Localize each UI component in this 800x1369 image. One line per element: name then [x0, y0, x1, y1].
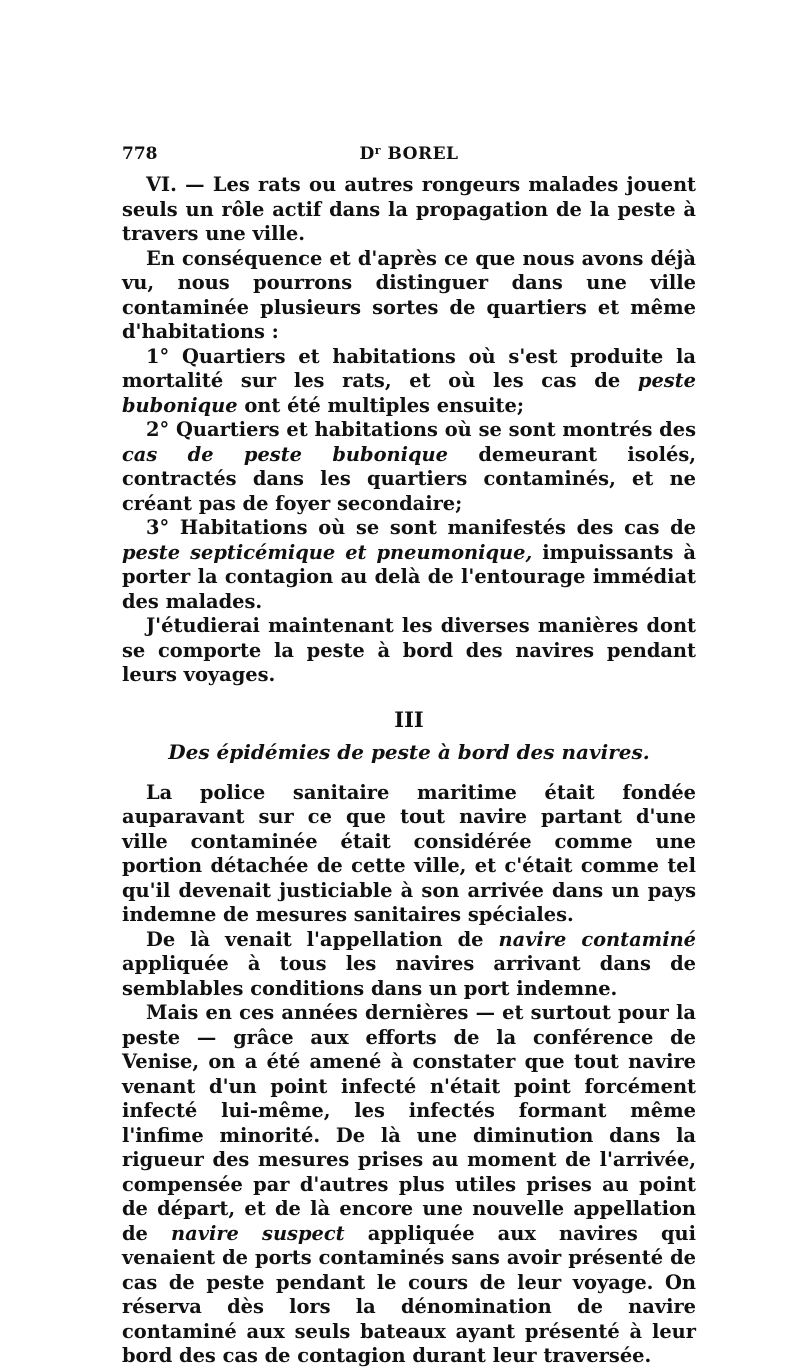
paragraph [122, 1001, 696, 1369]
paragraphs-before [122, 173, 696, 688]
emphasis-text: peste septicémique et pneumonique, [122, 540, 533, 564]
paragraph-text: impuissants à porter la contagion au delà de l'entourage immédiat des malades. [122, 540, 696, 613]
author-sup: r [374, 144, 382, 157]
running-head [122, 144, 696, 164]
paragraph-text: De là venait l'appellation de [146, 927, 499, 951]
paragraph [122, 928, 696, 1002]
author-name: BOREL [387, 144, 459, 164]
paragraph [122, 418, 696, 516]
emphasis-text: navire suspect [171, 1221, 345, 1245]
paragraph-text: 2° Quartiers et habitations où se sont montrés des [146, 418, 696, 441]
paragraph-text: appliquée aux navires qui venaient de ports contaminés sans avoir présenté de cas de peste pendant le cours de leur voyage. On réserva dès lors la dénomination de navire contaminé aux seuls bateaux ayant présenté à leur bord des cas de contagion durant leur traversée. [122, 1221, 696, 1367]
section-title: Des épidémies de peste à bord des navires. [168, 740, 650, 764]
paragraph [122, 247, 696, 345]
paragraph [122, 516, 696, 614]
paragraph [122, 345, 696, 419]
page-number: 778 [122, 144, 158, 164]
emphasis-text: peste bubonique [122, 369, 696, 417]
paragraph-text: demeurant isolés, contractés dans les quartiers contaminés, et ne créant pas de foyer secondaire; [122, 442, 696, 515]
author-prefix: D [359, 144, 375, 164]
paragraph-text: Mais en ces années dernières — et surtout pour la peste — grâce aux efforts de la conférence de Venise, on a été amené à constater que tout navire venant d'un point infecté n'était point forcément infecté lui-même, les infectés formant même l'infime minorité. De là une diminution dans la rigueur des mesures prises au moment de l'arrivée, compensée par d'autres plus utiles prises au point de départ, et de là encore une nouvelle appellation de [122, 1001, 696, 1245]
emphasis-text: cas de peste bubonique [122, 442, 448, 466]
paragraph [122, 781, 696, 928]
paragraph-text: J'étudierai maintenant les diverses manières dont se comporte la peste à bord des navires pendant leurs voyages. [122, 614, 696, 686]
paragraph-text: 3° Habitations où se sont manifestés des cas de [146, 516, 696, 539]
paragraph-text: appliquée à tous les navires arrivant dans de semblables conditions dans un port indemne. [122, 952, 696, 1000]
paragraph-text: En conséquence et d'après ce que nous avons déjà vu, nous pourrons distinguer dans une ville contaminée plusieurs sortes de quartiers et même d'habitations : [122, 246, 696, 343]
section-number: III [394, 706, 424, 732]
page-header [122, 144, 696, 168]
body-text [122, 173, 696, 1369]
paragraph [122, 614, 696, 688]
paragraph [122, 173, 696, 247]
paragraph-text: VI. — Les rats ou autres rongeurs malades jouent seuls un rôle actif dans la propagation de la peste à travers une ville. [122, 173, 696, 245]
paragraph-text: 1° Quartiers et habitations où s'est produite la mortalité sur les rats, et où les cas de [122, 344, 696, 392]
paragraph-text: La police sanitaire maritime était fondée auparavant sur ce que tout navire partant d'une ville contaminée était considérée comme une portion détachée de cette ville, et c'était comme tel qu'il devenait justiciable à son arrivée dans un pays indemne de mesures sanitaires spéciales. [122, 780, 696, 926]
paragraph-text: ont été multiples ensuite; [237, 393, 524, 417]
paragraphs-after [122, 781, 696, 1369]
emphasis-text: navire contaminé [498, 927, 696, 951]
